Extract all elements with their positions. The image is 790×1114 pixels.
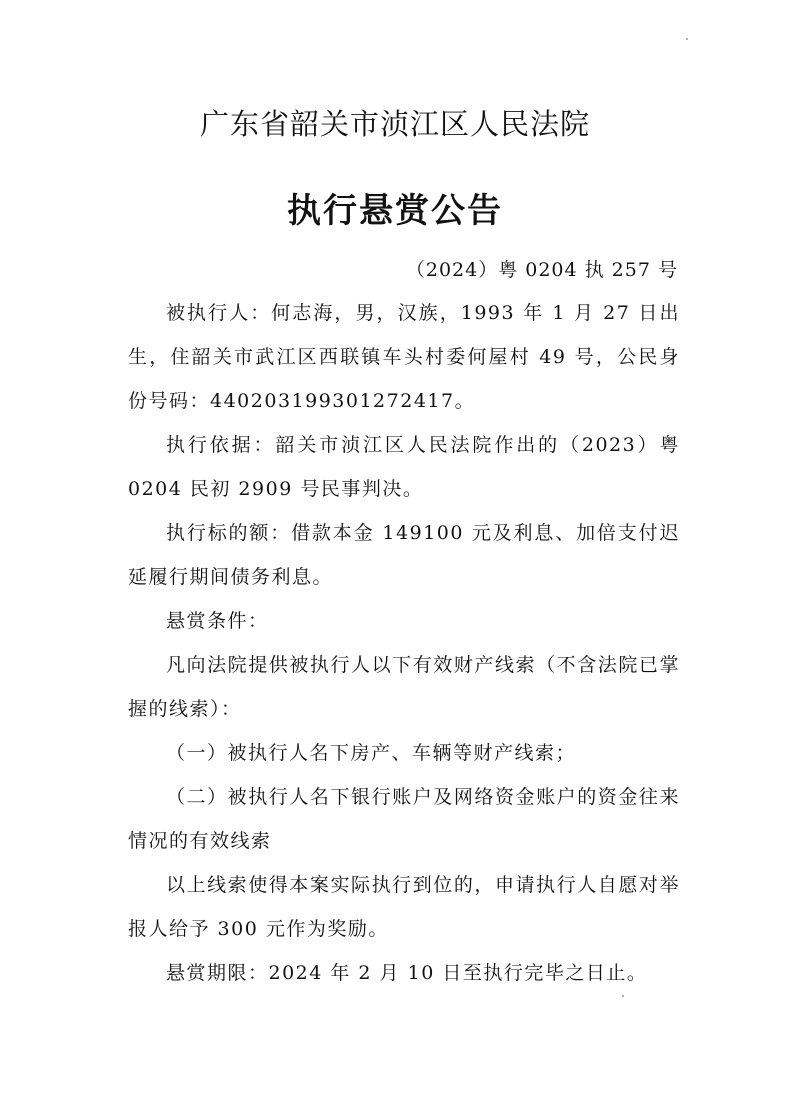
paragraph-condition-2: （二）被执行人名下银行账户及网络资金账户的资金往来情况的有效线索 [128, 786, 680, 852]
paragraph-enforcement-amount: 执行标的额：借款本金 149100 元及利息、加倍支付迟延履行期间债务利息。 [128, 522, 680, 588]
paragraph-reward-amount: 以上线索使得本案实际执行到位的，申请执行人自愿对举报人给予 300 元作为奖励。 [128, 874, 680, 940]
paragraph-reward-conditions: 凡向法院提供被执行人以下有效财产线索（不含法院已掌握的线索）： [128, 654, 680, 720]
notice-body [128, 291, 680, 995]
case-number: （2024）粤 0204 执 257 号 [405, 259, 678, 281]
court-name: 广东省韶关市浈江区人民法院 [199, 107, 590, 141]
scan-speck [686, 38, 688, 40]
paragraph-condition-1: （一）被执行人名下房产、车辆等财产线索； [166, 742, 577, 764]
paragraph-reward-conditions-heading: 悬赏条件： [166, 610, 269, 632]
paragraph-respondent: 被执行人：何志海，男，汉族，1993 年 1 月 27 日出生，住韶关市武江区西联镇车头村委何屋村 49 号，公民身份号码：440203199301272417。 [128, 302, 680, 412]
paragraph-enforcement-basis: 执行依据：韶关市浈江区人民法院作出的（2023）粤 0204 民初 2909 号民事判决。 [128, 434, 680, 500]
scan-speck [622, 995, 624, 997]
notice-title: 执行悬赏公告 [287, 191, 503, 231]
paragraph-reward-period: 悬赏期限：2024 年 2 月 10 日至执行完毕之日止。 [166, 962, 648, 984]
